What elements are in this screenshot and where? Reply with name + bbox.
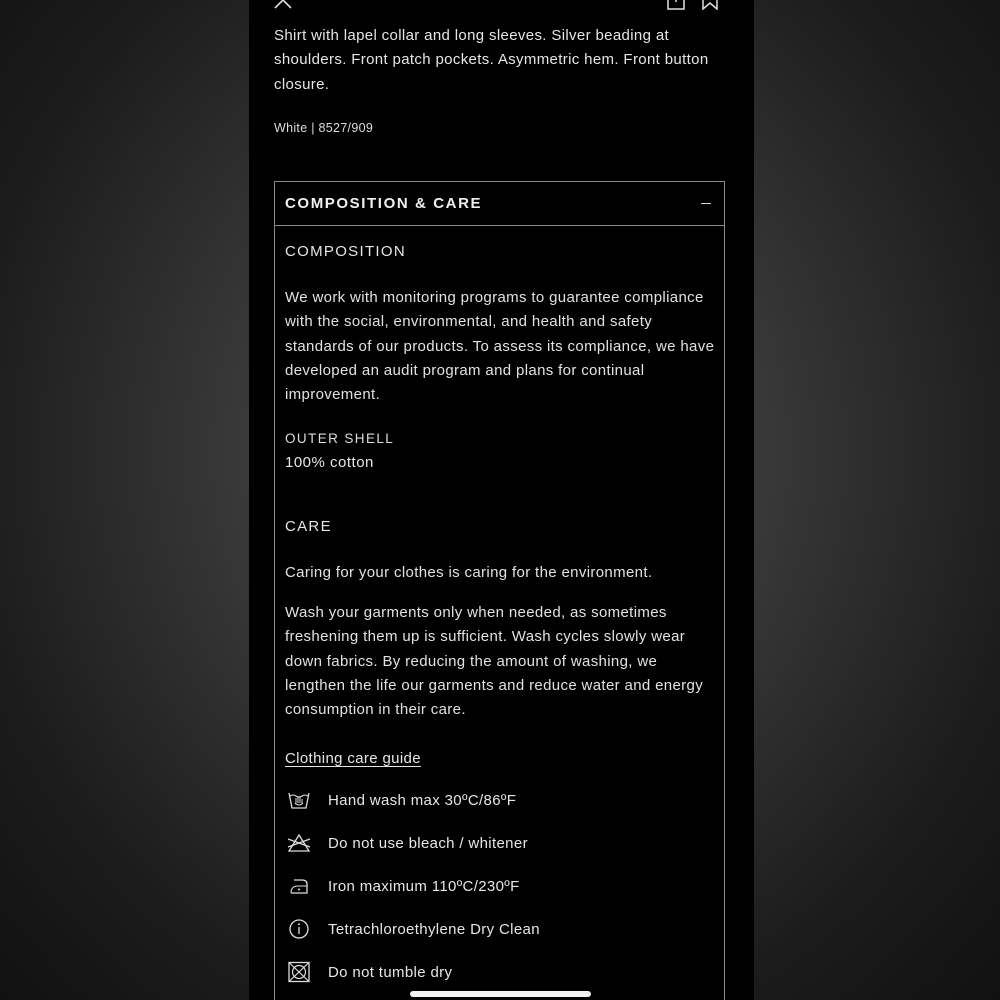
no-bleach-icon [287, 832, 311, 854]
bookmark-icon[interactable] [701, 0, 719, 10]
composition-heading: COMPOSITION [285, 243, 406, 260]
composition-care-accordion [274, 181, 725, 1000]
accordion-title: COMPOSITION & CARE [285, 195, 483, 212]
outer-shell-value: 100% cotton [285, 454, 374, 471]
care-intro: Caring for your clothes is caring for the environment. [285, 564, 653, 581]
hand-wash-icon [287, 789, 311, 811]
care-instruction-row [285, 961, 715, 985]
product-detail-screen [249, 0, 754, 1000]
care-instruction-row [285, 875, 715, 899]
home-indicator[interactable] [410, 991, 591, 997]
clothing-care-guide-link[interactable]: Clothing care guide [285, 750, 421, 767]
close-icon[interactable] [273, 0, 293, 10]
product-description: Shirt with lapel collar and long sleeves. Silver beading at shoulders. Front patch pockets. Asymmetric hem. Front button closure. [274, 27, 709, 93]
care-instruction-label: Do not tumble dry [328, 964, 453, 981]
care-instruction-label: Hand wash max 30ºC/86ºF [328, 792, 517, 809]
color-reference: White | 8527/909 [274, 121, 374, 135]
care-instruction-label: Tetrachloroethylene Dry Clean [328, 921, 540, 938]
accordion-header[interactable] [275, 182, 724, 226]
care-instruction-label: Do not use bleach / whitener [328, 835, 528, 852]
share-icon[interactable] [666, 0, 686, 10]
care-instruction-row [285, 789, 715, 813]
no-tumble-dry-icon [287, 961, 311, 983]
outer-shell-label: OUTER SHELL [285, 431, 395, 446]
care-instruction-label: Iron maximum 110ºC/230ºF [328, 878, 520, 895]
dry-clean-icon [287, 918, 311, 940]
composition-text: We work with monitoring programs to guarantee compliance with the social, environmental, and health and safety standards of our products. To assess its compliance, we have developed an audit program and plans for continual improvement. [285, 289, 715, 404]
iron-icon [287, 875, 311, 897]
care-heading: CARE [285, 518, 332, 535]
top-toolbar [249, 0, 754, 10]
care-instruction-row [285, 832, 715, 856]
collapse-icon[interactable] [701, 203, 711, 204]
care-instruction-row [285, 918, 715, 942]
care-text: Wash your garments only when needed, as sometimes freshening them up is sufficient. Wash cycles slowly wear down fabrics. By reducing the amount of washing, we lengthen the life our garments and reduce water and energy consumption in their care. [285, 604, 704, 719]
